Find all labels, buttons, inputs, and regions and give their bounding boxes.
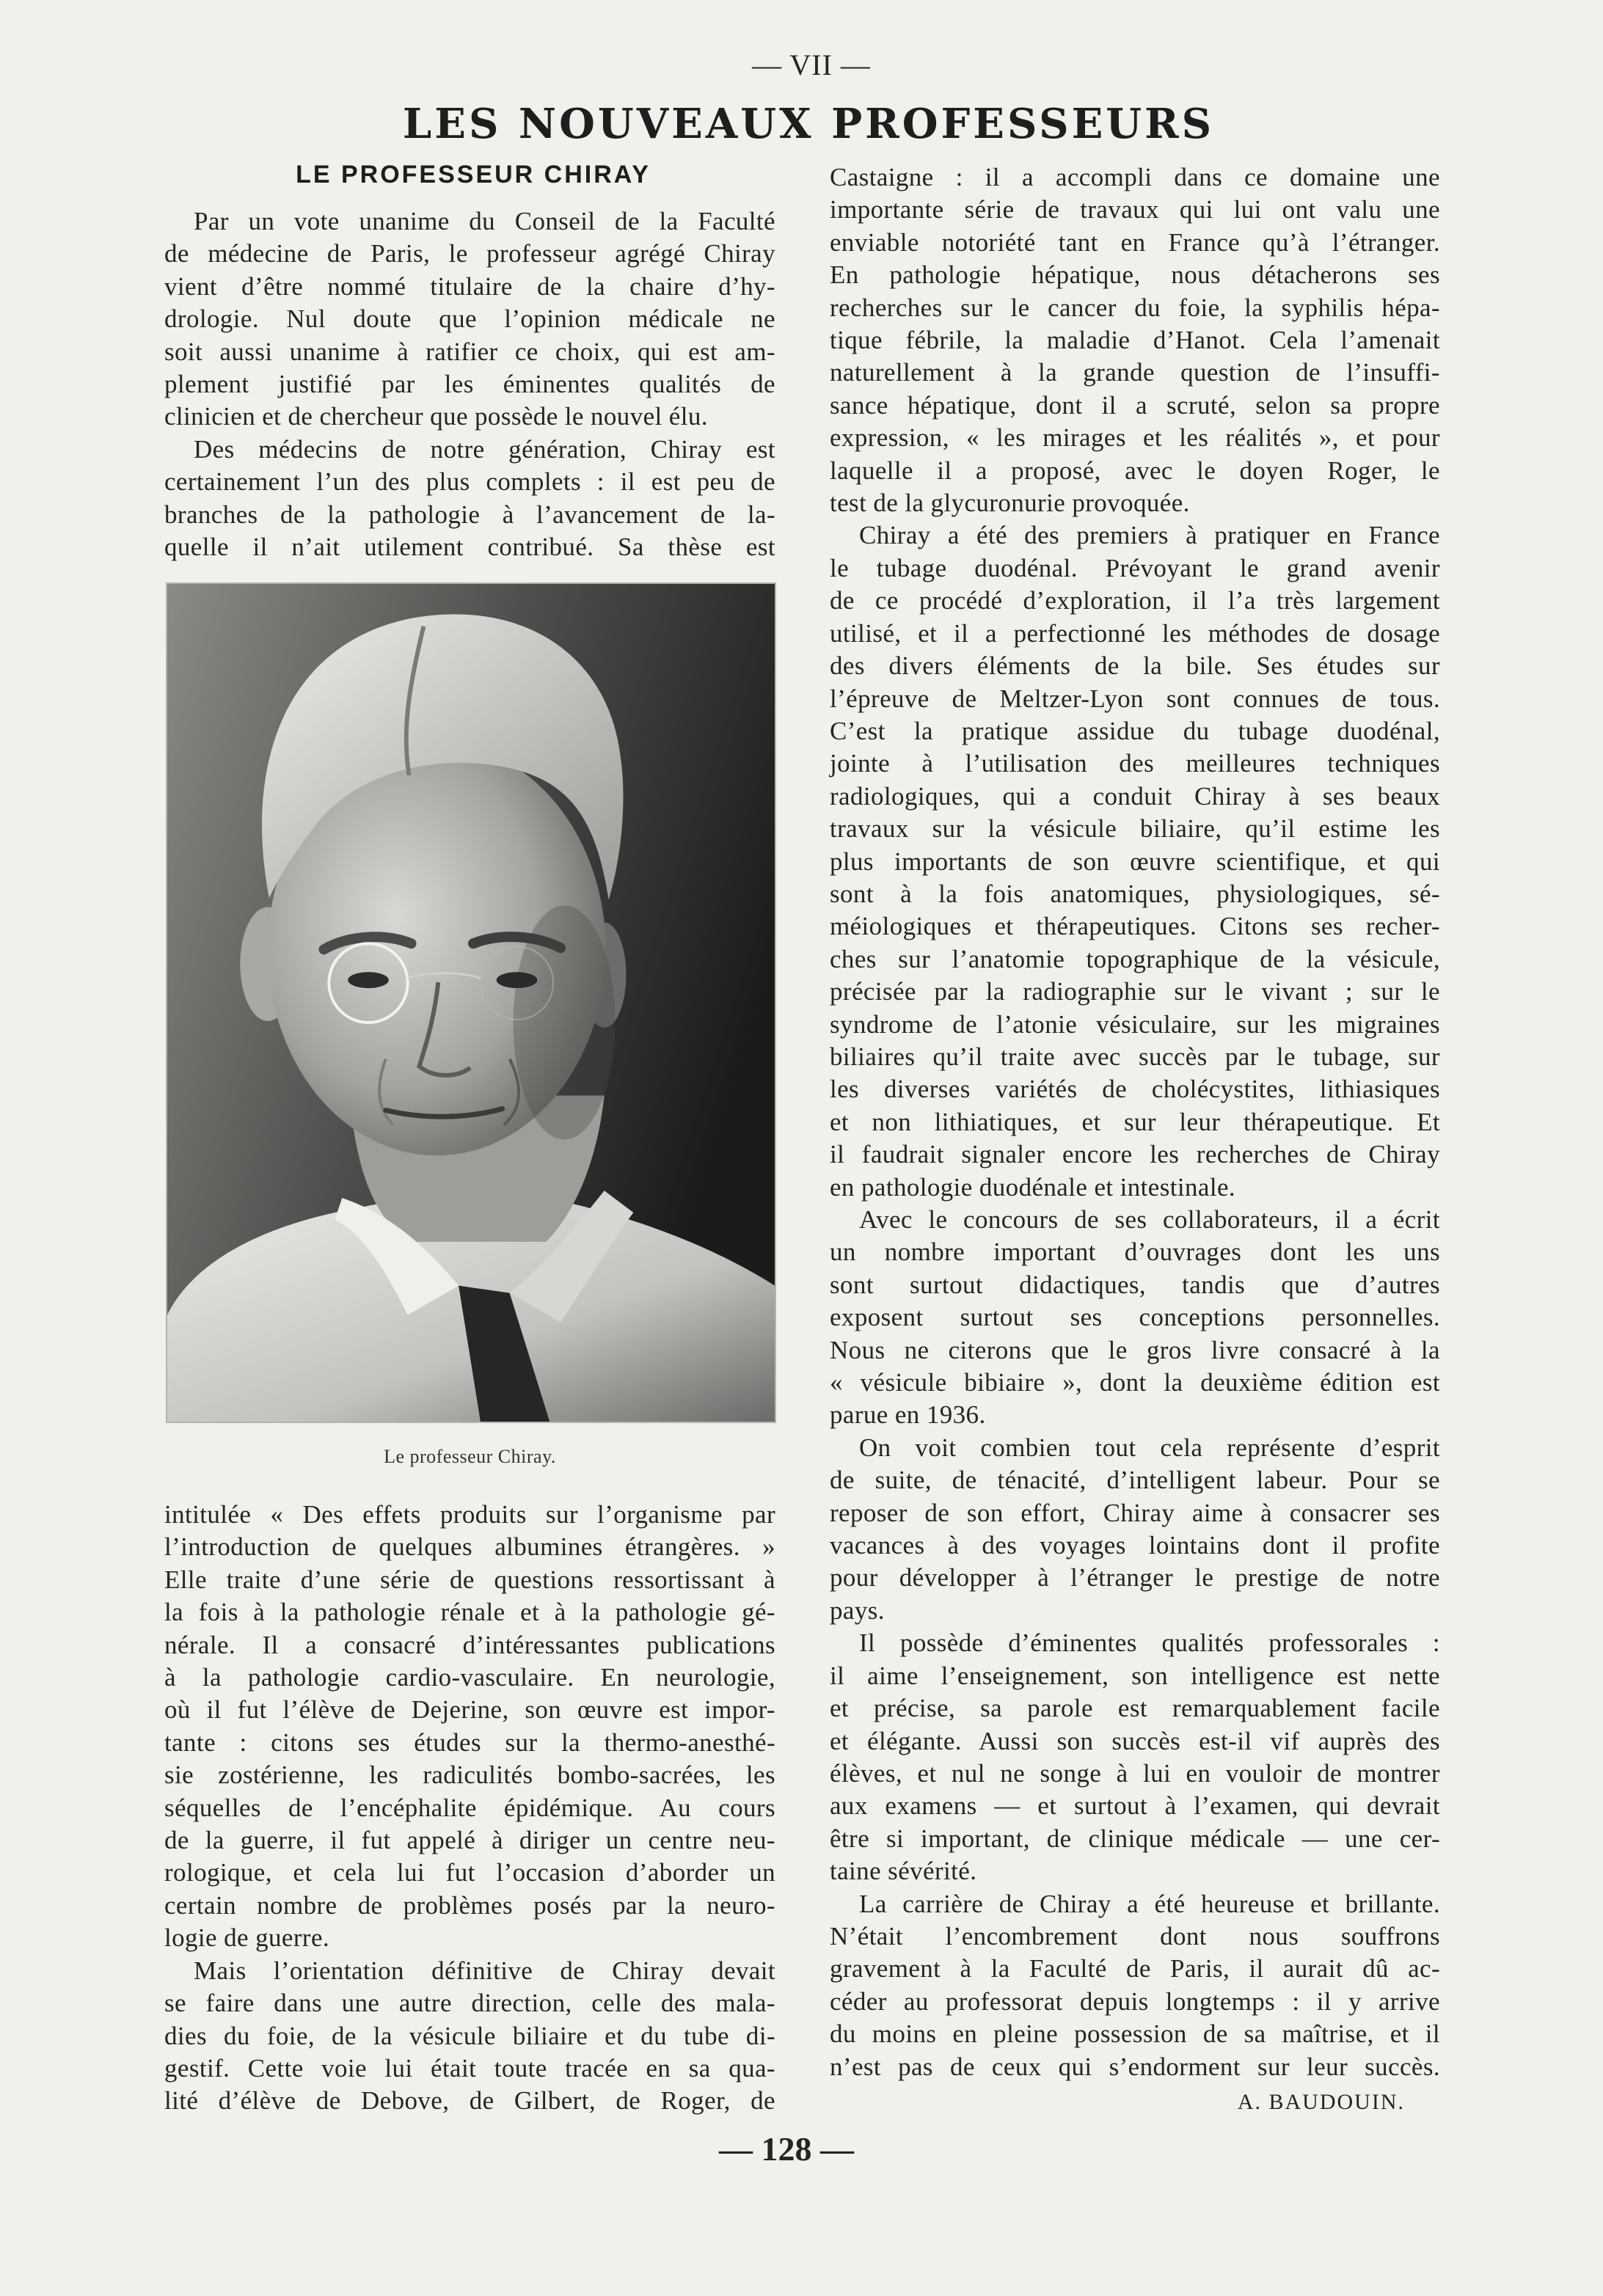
paragraph xyxy=(164,1499,775,1955)
text-line: jointe à l’utilisation des meilleures techniques xyxy=(830,749,1440,778)
text-line: l’épreuve de Meltzer-Lyon sont connues de tous. xyxy=(830,684,1440,713)
text-line: l’introduction de quelques albumines étrangères. » xyxy=(164,1532,775,1562)
text-line: élèves, et nul ne songe à lui en vouloir de montrer xyxy=(830,1758,1440,1788)
text-line: enviable notoriété tant en France qu’à l’étranger. xyxy=(830,227,1440,257)
text-line: « vésicule bibiaire », dont la deuxième édition est xyxy=(830,1368,1440,1397)
text-line: un nombre important d’ouvrages dont les uns xyxy=(830,1237,1440,1267)
text-line: et non lithiatiques, et sur leur thérapeutique. Et xyxy=(830,1107,1440,1136)
text-line: naturellement à la grande question de l’insuffi- xyxy=(830,358,1440,387)
text-line: drologie. Nul doute que l’opinion médicale ne xyxy=(164,304,775,334)
right-column xyxy=(830,161,1440,2083)
text-line: intitulée « Des effets produits sur l’organisme par xyxy=(164,1500,775,1529)
text-line: Avec le concours de ses collaborateurs, il a écrit xyxy=(859,1205,1440,1234)
text-line: et élégante. Aussi son succès est-il vif auprès des xyxy=(830,1726,1440,1755)
text-line: aux examens — et surtout à l’examen, qui devrait xyxy=(830,1791,1440,1821)
page-folio: — VII — xyxy=(752,48,871,81)
paragraph xyxy=(830,1204,1440,1432)
text-line: tique fébrile, la maladie d’Hanot. Cela l’amenait xyxy=(830,326,1440,355)
text-line: de ce procédé d’exploration, il l’a très largement xyxy=(830,586,1440,615)
text-line: de médecine de Paris, le professeur agrégé Chiray xyxy=(164,239,775,268)
text-line: On voit combien tout cela représente d’esprit xyxy=(859,1433,1440,1462)
text-line: plement justifié par les éminentes qualités de xyxy=(164,370,775,399)
portrait-photo xyxy=(166,582,776,1423)
text-line: séquelles de l’encéphalite épidémique. Au cours xyxy=(164,1793,775,1822)
paragraph xyxy=(830,519,1440,1204)
text-line: méiologiques et thérapeutiques. Citons ses recher- xyxy=(830,912,1440,941)
article-heading: LE PROFESSEUR CHIRAY xyxy=(296,161,651,189)
portrait-eye-left xyxy=(348,972,389,988)
text-line: utilisé, et il a perfectionné les méthodes de dosage xyxy=(830,618,1440,648)
text-line: clinicien et de chercheur que possède le nouvel élu. xyxy=(164,402,708,431)
text-line: précisée par la radiographie sur le vivant ; sur le xyxy=(830,977,1440,1006)
text-line: Mais l’orientation définitive de Chiray devait xyxy=(194,1956,775,1985)
text-line: Castaigne : il a accompli dans ce domaine une xyxy=(830,163,1440,191)
text-line: céder au professorat depuis longtemps : il y arrive xyxy=(830,1986,1440,2016)
text-line: reposer de son effort, Chiray aime à consacrer ses xyxy=(830,1498,1440,1527)
text-line: N’était l’encombrement dont nous souffrons xyxy=(830,1921,1440,1950)
text-line: soit aussi unanime à ratifier ce choix, qui est am- xyxy=(164,337,775,366)
text-line: syndrome de l’atonie vésiculaire, sur les migraines xyxy=(830,1009,1440,1039)
left-column-top xyxy=(164,205,775,563)
text-line: Chiray a été des premiers à pratiquer en France xyxy=(859,521,1440,550)
text-line: Il possède d’éminentes qualités professorales : xyxy=(859,1628,1440,1658)
text-line: certain nombre de problèmes posés par la neuro- xyxy=(164,1890,775,1920)
text-line: sont surtout didactiques, tandis que d’autres xyxy=(830,1270,1440,1299)
text-line: test de la glycuronurie provoquée. xyxy=(830,489,1190,518)
text-line: où il fut l’élève de Dejerine, son œuvre est impor- xyxy=(164,1695,775,1725)
page-number: — 128 — xyxy=(719,2130,854,2168)
text-line: vacances à des voyages lointains dont il profite xyxy=(830,1531,1440,1560)
text-line: être si important, de clinique médicale — une cer- xyxy=(830,1824,1440,1853)
text-line: sont à la fois anatomiques, physiologiques, sé- xyxy=(830,879,1440,908)
text-line: Elle traite d’une série de questions ressortissant à xyxy=(164,1565,775,1594)
text-line: C’est la pratique assidue du tubage duodénal, xyxy=(830,716,1440,745)
text-line: il aime l’enseignement, son intelligence est nette xyxy=(830,1661,1440,1690)
text-line: Par un vote unanime du Conseil de la Faculté xyxy=(194,207,775,235)
text-line: les diverses variétés de cholécystites, lithiasiques xyxy=(830,1075,1440,1104)
text-line: recherches sur le cancer du foie, la syphilis hépa- xyxy=(830,293,1440,322)
paragraph xyxy=(830,1627,1440,1887)
text-line: biliaires qu’il traite avec succès par le tubage, sur xyxy=(830,1042,1440,1071)
photo-caption: Le professeur Chiray. xyxy=(384,1446,556,1467)
text-line: sie zostérienne, les radiculités bombo-sacrées, les xyxy=(164,1761,775,1790)
left-column-bottom xyxy=(164,1499,775,2118)
text-line: taine sévérité. xyxy=(830,1857,977,1886)
author-signature: A. BAUDOUIN. xyxy=(1237,2090,1405,2114)
text-line: ches sur l’anatomie topographique de la vésicule, xyxy=(830,944,1440,973)
text-line: quelle il n’ait utilement contribué. Sa thèse est xyxy=(164,533,775,562)
text-line: dies du foie, de la vésicule biliaire et du tube di- xyxy=(164,2021,775,2050)
text-line: gravement à la Faculté de Paris, il aurait dû ac- xyxy=(830,1954,1440,1984)
paragraph xyxy=(830,161,1440,519)
paragraph xyxy=(830,1888,1440,2083)
page-title: LES NOUVEAUX PROFESSEURS xyxy=(402,100,1215,148)
text-line: travaux sur la vésicule biliaire, qu’il estime les xyxy=(830,814,1440,844)
text-line: le tubage duodénal. Prévoyant le grand avenir xyxy=(830,553,1440,582)
text-line: expression, « les mirages et les réalités », et pour xyxy=(830,423,1440,453)
text-line: certainement l’un des plus complets : il est peu de xyxy=(164,467,775,497)
text-line: nérale. Il a consacré d’intéressantes publications xyxy=(164,1630,775,1659)
portrait-image xyxy=(167,584,775,1422)
paragraph xyxy=(164,434,775,564)
text-line: La carrière de Chiray a été heureuse et brillante. xyxy=(859,1889,1440,1918)
paragraph xyxy=(164,205,775,434)
text-line: Des médecins de notre génération, Chiray est xyxy=(194,434,775,464)
text-line: à la pathologie cardio-vasculaire. En neurologie, xyxy=(164,1663,775,1692)
text-line: de la guerre, il fut appelé à diriger un centre neu- xyxy=(164,1826,775,1855)
text-line: radiologiques, qui a conduit Chiray à ses beaux xyxy=(830,781,1440,811)
portrait-eye-right xyxy=(497,972,538,988)
text-line: la fois à la pathologie rénale et à la pathologie gé- xyxy=(164,1598,775,1627)
text-line: logie de guerre. xyxy=(164,1923,330,1953)
text-line: et précise, sa parole est remarquablement facile xyxy=(830,1694,1440,1723)
text-line: En pathologie hépatique, nous détacherons ses xyxy=(830,260,1440,290)
text-line: vient d’être nommé titulaire de la chaire d’hy- xyxy=(164,271,775,301)
text-line: lité d’élève de Debove, de Gilbert, de Roger, de xyxy=(164,2086,775,2116)
text-line: rologique, et cela lui fut l’occasion d’aborder un xyxy=(164,1858,775,1887)
text-line: des divers éléments de la bile. Ses études sur xyxy=(830,651,1440,681)
text-line: se faire dans une autre direction, celle des mala- xyxy=(164,1989,775,2018)
text-line: parue en 1936. xyxy=(830,1400,986,1430)
text-line: en pathologie duodénale et intestinale. xyxy=(830,1172,1236,1202)
text-line: pour développer à l’étranger le prestige de notre xyxy=(830,1563,1440,1593)
text-line: laquelle il a proposé, avec le doyen Roger, le xyxy=(830,456,1440,485)
text-line: exposent surtout ses conceptions personnelles. xyxy=(830,1303,1440,1332)
text-line: tante : citons ses études sur la thermo-anesthé- xyxy=(164,1728,775,1757)
paragraph xyxy=(830,1432,1440,1627)
text-line: Nous ne citerons que le gros livre consacré à la xyxy=(830,1335,1440,1364)
paragraph xyxy=(164,1955,775,2118)
text-line: branches de la pathologie à l’avancement de la- xyxy=(164,500,775,529)
text-line: du moins en pleine possession de sa maîtrise, et il xyxy=(830,2019,1440,2049)
text-line: sance hépatique, dont il a scruté, selon sa propre xyxy=(830,390,1440,420)
text-line: importante série de travaux qui lui ont valu une xyxy=(830,195,1440,224)
text-line: pays. xyxy=(830,1595,885,1625)
text-line: gestif. Cette voie lui était toute tracée en sa qua- xyxy=(164,2053,775,2083)
text-line: de suite, de ténacité, d’intelligent labeur. Pour se xyxy=(830,1466,1440,1495)
text-line: n’est pas de ceux qui s’endorment sur leur succès. xyxy=(830,2052,1440,2081)
text-line: plus importants de son œuvre scientifique, et qui xyxy=(830,847,1440,876)
text-line: il faudrait signaler encore les recherches de Chiray xyxy=(830,1140,1440,1169)
